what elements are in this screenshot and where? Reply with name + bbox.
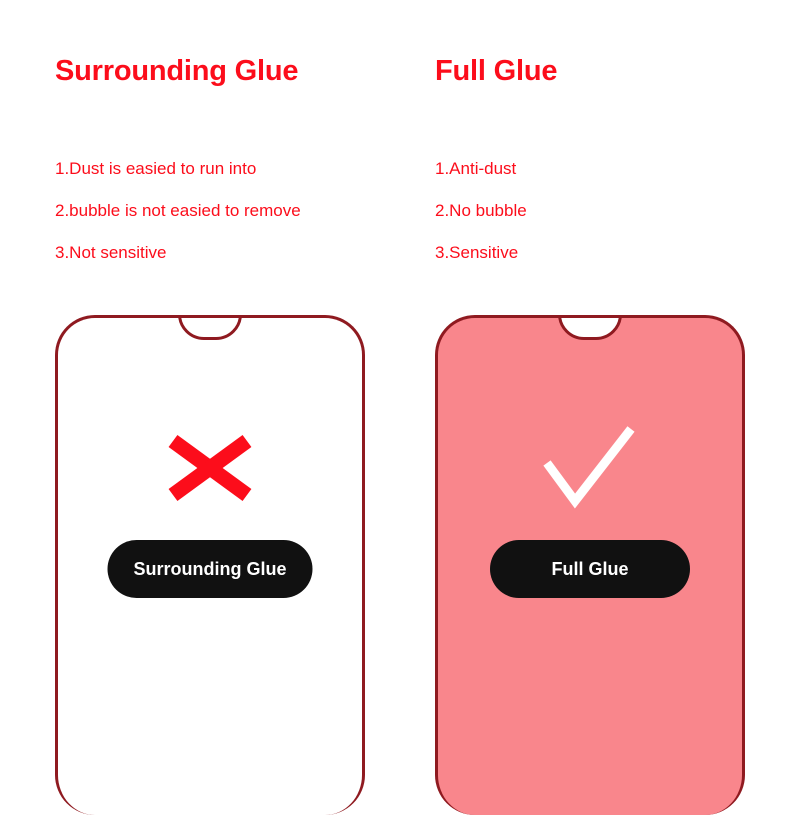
check-icon (535, 423, 645, 513)
phone-outline-left (55, 315, 365, 815)
panel-title-left: Surrounding Glue (55, 55, 299, 87)
phone-outline-right (435, 315, 745, 815)
panel-title-right: Full Glue (435, 55, 558, 87)
feature-list-left (55, 148, 301, 274)
list-item: 2.bubble is not easied to remove (55, 201, 301, 220)
panel-full-glue (435, 0, 795, 800)
phone-notch (178, 315, 242, 340)
panel-surrounding-glue (55, 0, 415, 800)
list-item: 3.Sensitive (435, 243, 519, 262)
label-pill-right (490, 540, 690, 598)
list-item: 3.Not sensitive (55, 243, 167, 262)
cross-icon (155, 423, 265, 513)
list-item: 1.Dust is easied to run into (55, 159, 257, 178)
label-pill-left-text: Surrounding Glue (133, 558, 287, 579)
list-item: 1.Anti-dust (435, 159, 517, 178)
label-pill-right-text: Full Glue (551, 558, 629, 579)
list-item: 2.No bubble (435, 201, 527, 220)
phone-notch (558, 315, 622, 340)
label-pill-left (108, 540, 313, 598)
feature-list-right (435, 148, 527, 274)
